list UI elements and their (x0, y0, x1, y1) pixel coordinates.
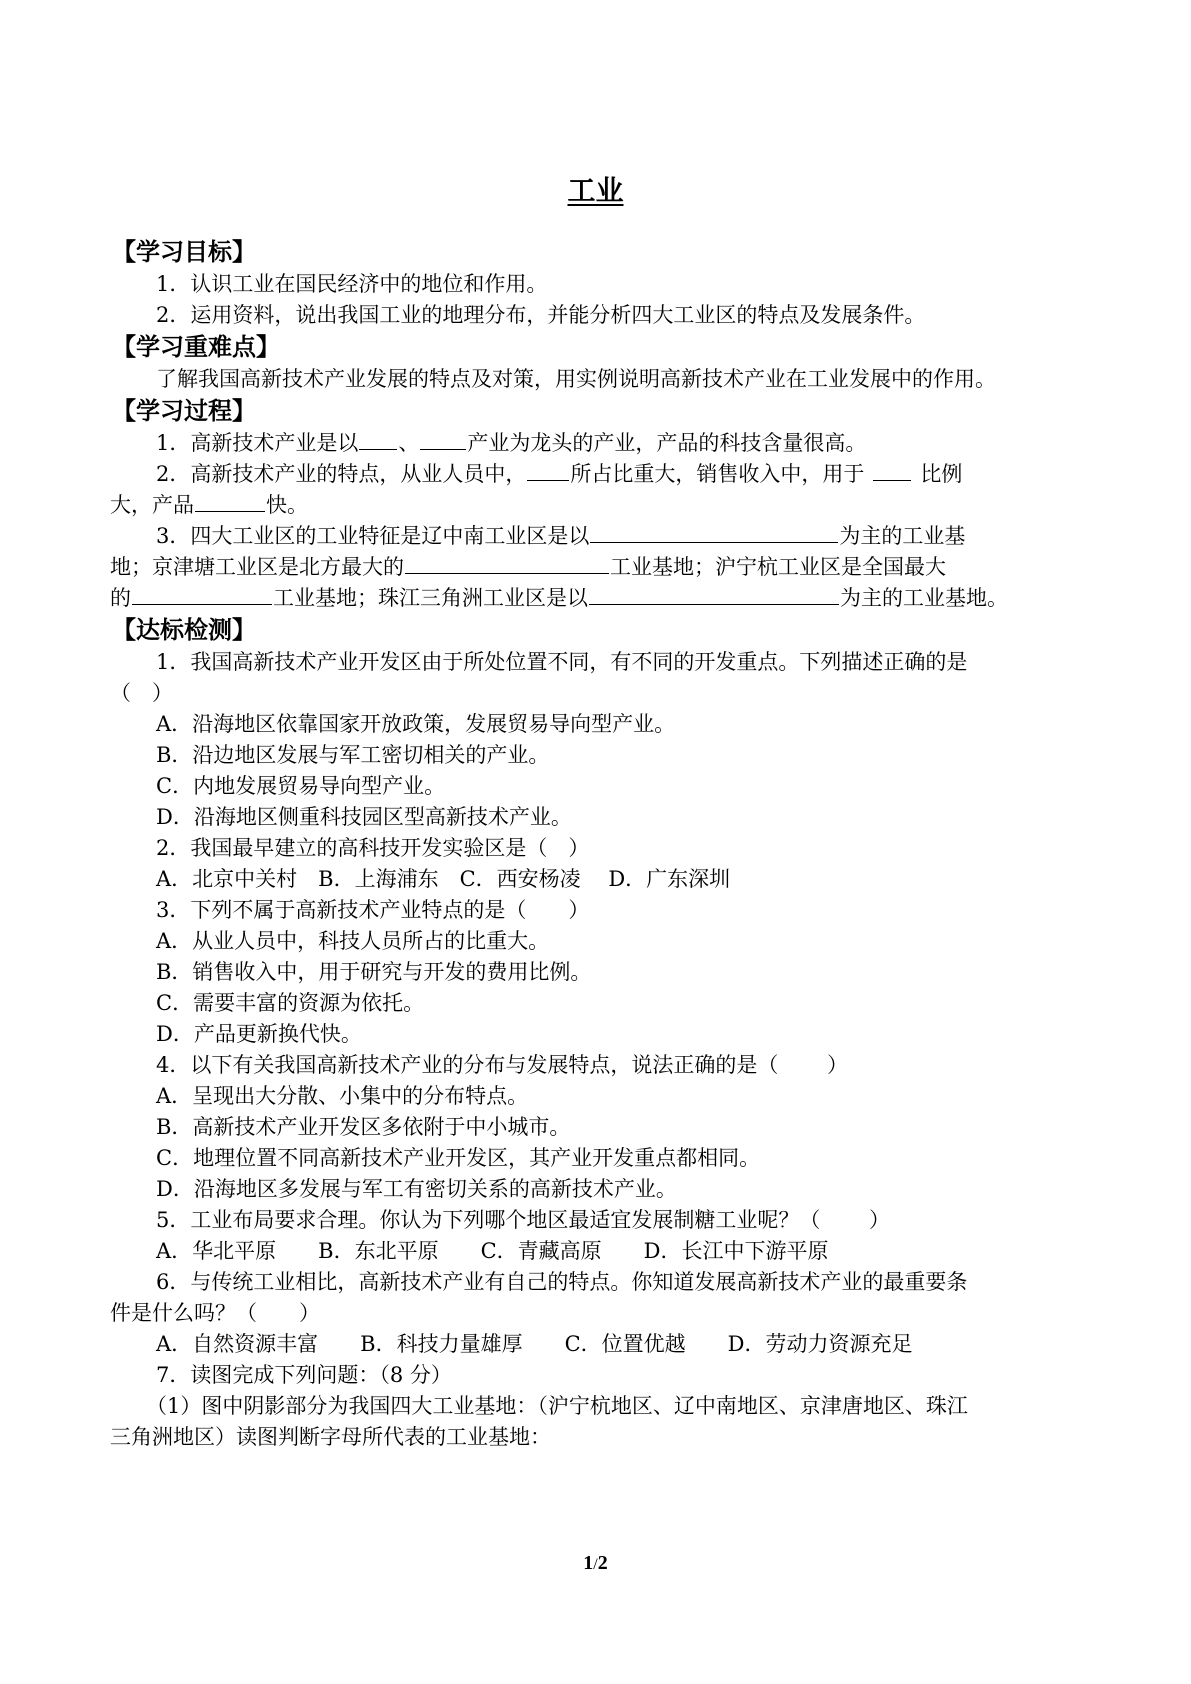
process-item-3-cont (110, 552, 1090, 583)
page-title: 工业 (567, 174, 624, 207)
option: D．产品更新换代快。 (156, 1022, 362, 1046)
question-1-paren: （ ） (110, 681, 173, 705)
fill-blank[interactable] (405, 555, 609, 574)
text: 工业基地；沪宁杭工业区是全国最大 (610, 555, 946, 579)
fill-blank[interactable] (527, 462, 569, 481)
option-row: A．自然资源丰富 B．科技力量雄厚 C．位置优越 D．劳动力资源充足 (156, 1332, 913, 1356)
question-7-part-1: （1）图中阴影部分为我国四大工业基地：（沪宁杭地区、辽中南地区、京津唐地区、珠江 (146, 1394, 968, 1418)
fill-blank[interactable] (195, 493, 265, 512)
text: 2．高新技术产业的特点，从业人员中， (156, 462, 527, 486)
text: 产业为龙头的产业，产品的科技含量很高。 (467, 431, 867, 455)
section-heading-test: 【达标检测】 (112, 616, 256, 644)
question-5: 5．工业布局要求合理。你认为下列哪个地区最适宜发展制糖工业呢？（ ） (156, 1208, 891, 1232)
text: 工业基地；珠江三角洲工业区是以 (273, 586, 588, 610)
fill-blank[interactable] (873, 462, 911, 481)
process-item-1 (110, 428, 1090, 459)
option-row: A．华北平原 B．东北平原 C．青藏高原 D．长江中下游平原 (156, 1239, 829, 1263)
option: A．呈现出大分散、小集中的分布特点。 (156, 1084, 529, 1108)
process-item-3 (110, 521, 1090, 552)
goal-item: 2．运用资料，说出我国工业的地理分布，并能分析四大工业区的特点及发展条件。 (156, 303, 926, 327)
section-heading-goals: 【学习目标】 (112, 238, 256, 266)
option: C．地理位置不同高新技术产业开发区，其产业开发重点都相同。 (156, 1146, 761, 1170)
process-item-2-cont (110, 490, 1090, 521)
text: 的 (110, 586, 131, 610)
text: 地；京津塘工业区是北方最大的 (110, 555, 404, 579)
question-2: 2．我国最早建立的高科技开发实验区是（ ） (156, 836, 590, 860)
key-text: 了解我国高新技术产业发展的特点及对策，用实例说明高新技术产业在工业发展中的作用。 (156, 367, 996, 391)
content (110, 236, 1090, 1453)
text: 3．四大工业区的工业特征是辽中南工业区是以 (156, 524, 590, 548)
total-pages: 2 (597, 1552, 608, 1574)
text: 大，产品 (110, 493, 194, 517)
option: B．销售收入中，用于研究与开发的费用比例。 (156, 960, 592, 984)
option: C．需要丰富的资源为依托。 (156, 991, 425, 1015)
option: B．高新技术产业开发区多依附于中小城市。 (156, 1115, 571, 1139)
option: B．沿边地区发展与军工密切相关的产业。 (156, 743, 550, 767)
process-item-2 (110, 459, 1090, 490)
text: 比例 (920, 462, 963, 486)
question-3: 3．下列不属于高新技术产业特点的是（ ） (156, 898, 590, 922)
current-page: 1 (583, 1552, 594, 1574)
fill-blank[interactable] (590, 524, 838, 543)
question-4: 4．以下有关我国高新技术产业的分布与发展特点，说法正确的是（ ） (156, 1053, 849, 1077)
question-6-cont: 件是什么吗？（ ） (110, 1301, 320, 1325)
text: 所占比重大，销售收入中，用于 (570, 462, 865, 486)
question-7: 7．读图完成下列问题：（8 分） (156, 1363, 452, 1387)
process-item-3-cont (110, 583, 1090, 614)
fill-blank[interactable] (132, 586, 272, 605)
page-separator: / (593, 1556, 598, 1573)
option: C．内地发展贸易导向型产业。 (156, 774, 446, 798)
fill-blank[interactable] (420, 431, 466, 450)
text: 1．高新技术产业是以 (156, 431, 359, 455)
text: 为主的工业基地。 (840, 586, 1008, 610)
page-number (0, 1548, 1191, 1580)
text: 、 (398, 431, 420, 455)
fill-blank[interactable] (359, 431, 397, 450)
goal-item: 1．认识工业在国民经济中的地位和作用。 (156, 272, 548, 296)
option: D．沿海地区多发展与军工有密切关系的高新技术产业。 (156, 1177, 677, 1201)
question-7-part-1-cont: 三角洲地区）读图判断字母所代表的工业基地： (110, 1425, 551, 1449)
text: 快。 (266, 493, 308, 517)
question-1: 1．我国高新技术产业开发区由于所处位置不同，有不同的开发重点。下列描述正确的是 (156, 650, 968, 674)
text: 为主的工业基 (839, 524, 966, 548)
section-heading-process: 【学习过程】 (112, 397, 256, 425)
question-6: 6．与传统工业相比，高新技术产业有自己的特点。你知道发展高新技术产业的最重要条 (156, 1270, 968, 1294)
option: D．沿海地区侧重科技园区型高新技术产业。 (156, 805, 572, 829)
option: A．从业人员中，科技人员所占的比重大。 (156, 929, 550, 953)
option: A．沿海地区依靠国家开放政策，发展贸易导向型产业。 (156, 712, 676, 736)
option-row: A．北京中关村 B．上海浦东 C．西安杨凌 D．广东深圳 (156, 867, 731, 891)
section-heading-key: 【学习重难点】 (112, 333, 280, 361)
fill-blank[interactable] (589, 586, 839, 605)
